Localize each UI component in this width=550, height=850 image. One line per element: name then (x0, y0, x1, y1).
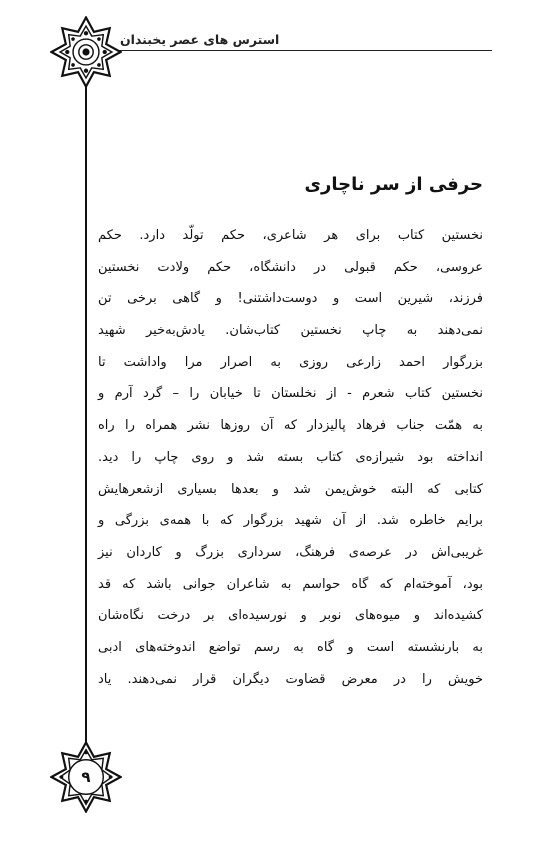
margin-rule (85, 50, 87, 765)
body-line: به بارنشسته است و گاه به رسم تواضع اندوخته‌های ادبی (98, 639, 483, 655)
top-ornament-icon (50, 16, 122, 88)
body-line: فرزند، شیرین است و دوست‌داشتنی! و گاهی برخی تن (98, 291, 483, 307)
body-line: غریبی‌اش در عرصه‌ی فرهنگ، سرداری بزرگ و کاردان نیز (98, 544, 483, 560)
body-line: کتابی که البته خوش‌یمن شد و بعدها بسیاری ازشعرهایش (98, 481, 483, 497)
body-line: به همّت جناب فرهاد پالیزدار که آن روزها نشر همراه را راه (98, 418, 483, 434)
page-number: ۹ (81, 768, 91, 786)
header-rule (86, 50, 492, 51)
section-title: حرفی از سر ناچاری (304, 174, 483, 195)
body-line: نمی‌دهند به چاپ نخستین کتاب‌شان. یادش‌به‌خیر شهید (98, 323, 483, 339)
body-line: انداخته بود شیرازه‌ی کتاب بسته شد و روی چاپ را دید. (98, 449, 483, 465)
body-line: بود، آموخته‌ام که گاه حواسم به شاعران جوانی باشد که قد (98, 576, 483, 592)
body-line: نخستین کتاب برای هر شاعری، حکم تولّد دارد. حکم (98, 228, 483, 243)
body-line: بزرگوار احمد زارعی روزی به اصرار مرا واداشت تا (98, 354, 483, 370)
body-line: عروسی، حکم قبولی در دانشگاه، حکم ولادت نخستین (98, 259, 483, 275)
body-line: خویش را در معرض قضاوت دیگران قرار نمی‌دهند. یاد (98, 671, 483, 687)
body-line: کشیده‌اند و میوه‌های نوبر و نورسیده‌ای بر درخت نگاه‌شان (98, 608, 483, 624)
body-line: برایم خاطره شد. از آن شهید بزرگوار که با همه‌ی بزرگی و (98, 513, 483, 529)
running-head-title: استرس های عصر یخبندان (120, 32, 280, 47)
body-text (98, 220, 483, 695)
body-line: نخستین کتاب شعرم - از نخلستان تا خیابان را – گرد آرم و (98, 386, 483, 402)
